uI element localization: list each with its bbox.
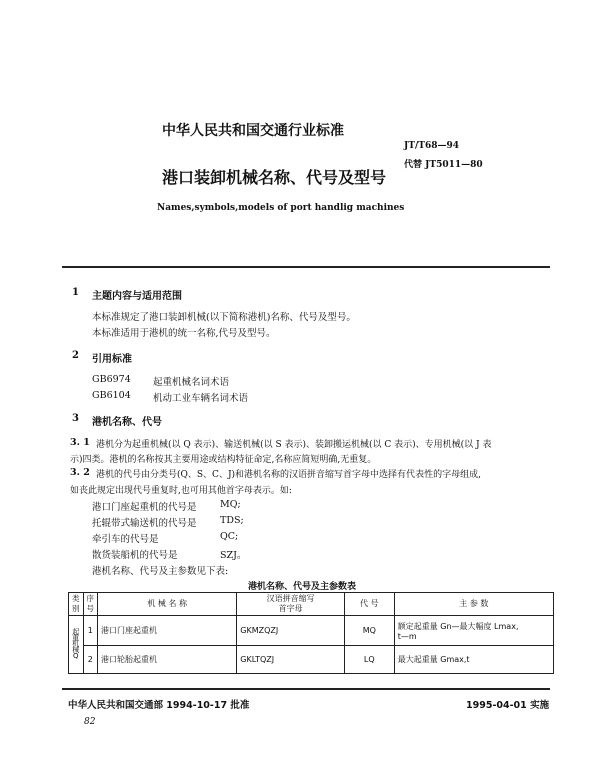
issuing-organization: 中华人民共和国交通行业标准 [162,123,344,139]
section-3-number: 3 [72,413,79,424]
clause-3-2-number: 3. 2 [70,467,90,478]
header-category: 类别 [69,593,84,616]
row-seq: 2 [83,646,98,674]
row-pinyin: GKLTQZJ [237,646,345,674]
replaces-code: 代替 JT5011—80 [404,160,483,170]
header-pinyin-line-2: 首字母 [278,604,303,613]
section-1-heading: 主题内容与适用范围 [92,291,182,302]
category-label: 起重机械Q [71,628,80,659]
row-code: MQ [344,616,394,646]
row-param-line-2: t—m [397,631,417,641]
header-name: 机 械 名 称 [98,593,237,616]
header-pinyin [237,593,345,616]
reference-name: 机动工业车辆名词术语 [153,393,249,404]
section-1-number: 1 [72,287,79,298]
example-name: 港口门座起重机的代号是 [92,502,197,513]
category-cell [69,616,84,674]
header-param: 主 参 数 [394,593,553,616]
reference-code: GB6974 [92,374,131,385]
section-1-paragraph-1: 本标准规定了港口装卸机械(以下简称港机)名称、代号及型号。 [92,312,356,323]
example-code: SZJ。 [220,550,247,561]
clause-3-1-number: 3. 1 [70,437,90,448]
table-row [69,616,554,646]
row-param [394,616,553,646]
example-name: 散货装船机的代号是 [92,550,178,561]
section-3-heading: 港机名称、代号 [92,417,162,428]
spec-table [68,592,554,674]
standard-code: JT/T68—94 [404,141,459,151]
table-header-row [69,593,554,616]
table-row [69,646,554,674]
row-param-line-1: 额定起重量 Gn—最大幅度 Lmax, [397,621,519,631]
section-2-heading: 引用标准 [92,354,132,365]
effective-date: 1995-04-01 实施 [466,700,550,711]
row-name: 港口门座起重机 [98,616,237,646]
example-code: QC; [220,531,239,542]
row-param-line-1: 最大起重量 Gmax,t [397,655,470,664]
header-seq: 序号 [83,593,98,616]
section-1-paragraph-2: 本标准适用于港机的统一名称,代号及型号。 [92,328,276,339]
row-name: 港口轮胎起重机 [98,646,237,674]
row-pinyin: GKMZQZJ [237,616,345,646]
row-code: LQ [344,646,394,674]
section-2-number: 2 [72,350,79,361]
clause-3-2-line-1: 港机的代号由分类号(Q、S、C、J)和港机名称的汉语拼音缩写首字母中选择有代表性的字母组成, [96,470,481,480]
document-title: 港口装卸机械名称、代号及型号 [162,168,387,187]
page-number: 82 [84,717,96,727]
row-param [394,646,553,674]
clause-3-2-line-2: 如丧此规定出现代号重复时,也可用其他首字母表示。如: [70,486,292,496]
clause-3-1-line-1: 港机分为起重机械(以 Q 表示)、输送机械(以 S 表示)、装卸搬运机械(以 C 表示)、专用机械(以 J 表 [96,440,492,450]
example-code: TDS; [220,515,244,526]
header-pinyin-line-1: 汉语拼音缩写 [266,594,315,603]
reference-code: GB6104 [92,390,131,401]
example-code: MQ; [220,499,241,510]
header-code: 代 号 [344,593,394,616]
row-seq: 1 [83,616,98,646]
header-divider [62,266,550,268]
approval-line: 中华人民共和国交通部 1994-10-17 批准 [68,700,250,711]
example-name: 牵引车的代号是 [92,534,159,545]
example-name: 托辊带式输送机的代号是 [92,518,197,529]
footer-divider [62,688,550,690]
clause-3-1-line-2: 示)四类。港机的名称按其主要用途或结构特征命定,名称应简短明确,无重复。 [70,455,377,465]
reference-name: 起重机械名词术语 [153,377,230,388]
table-caption: 港机名称、代号及主参数表 [248,582,357,592]
english-title: Names,symbols,models of port handlig machines [157,203,405,213]
table-intro: 港机名称、代号及主参数见下表: [92,566,229,577]
